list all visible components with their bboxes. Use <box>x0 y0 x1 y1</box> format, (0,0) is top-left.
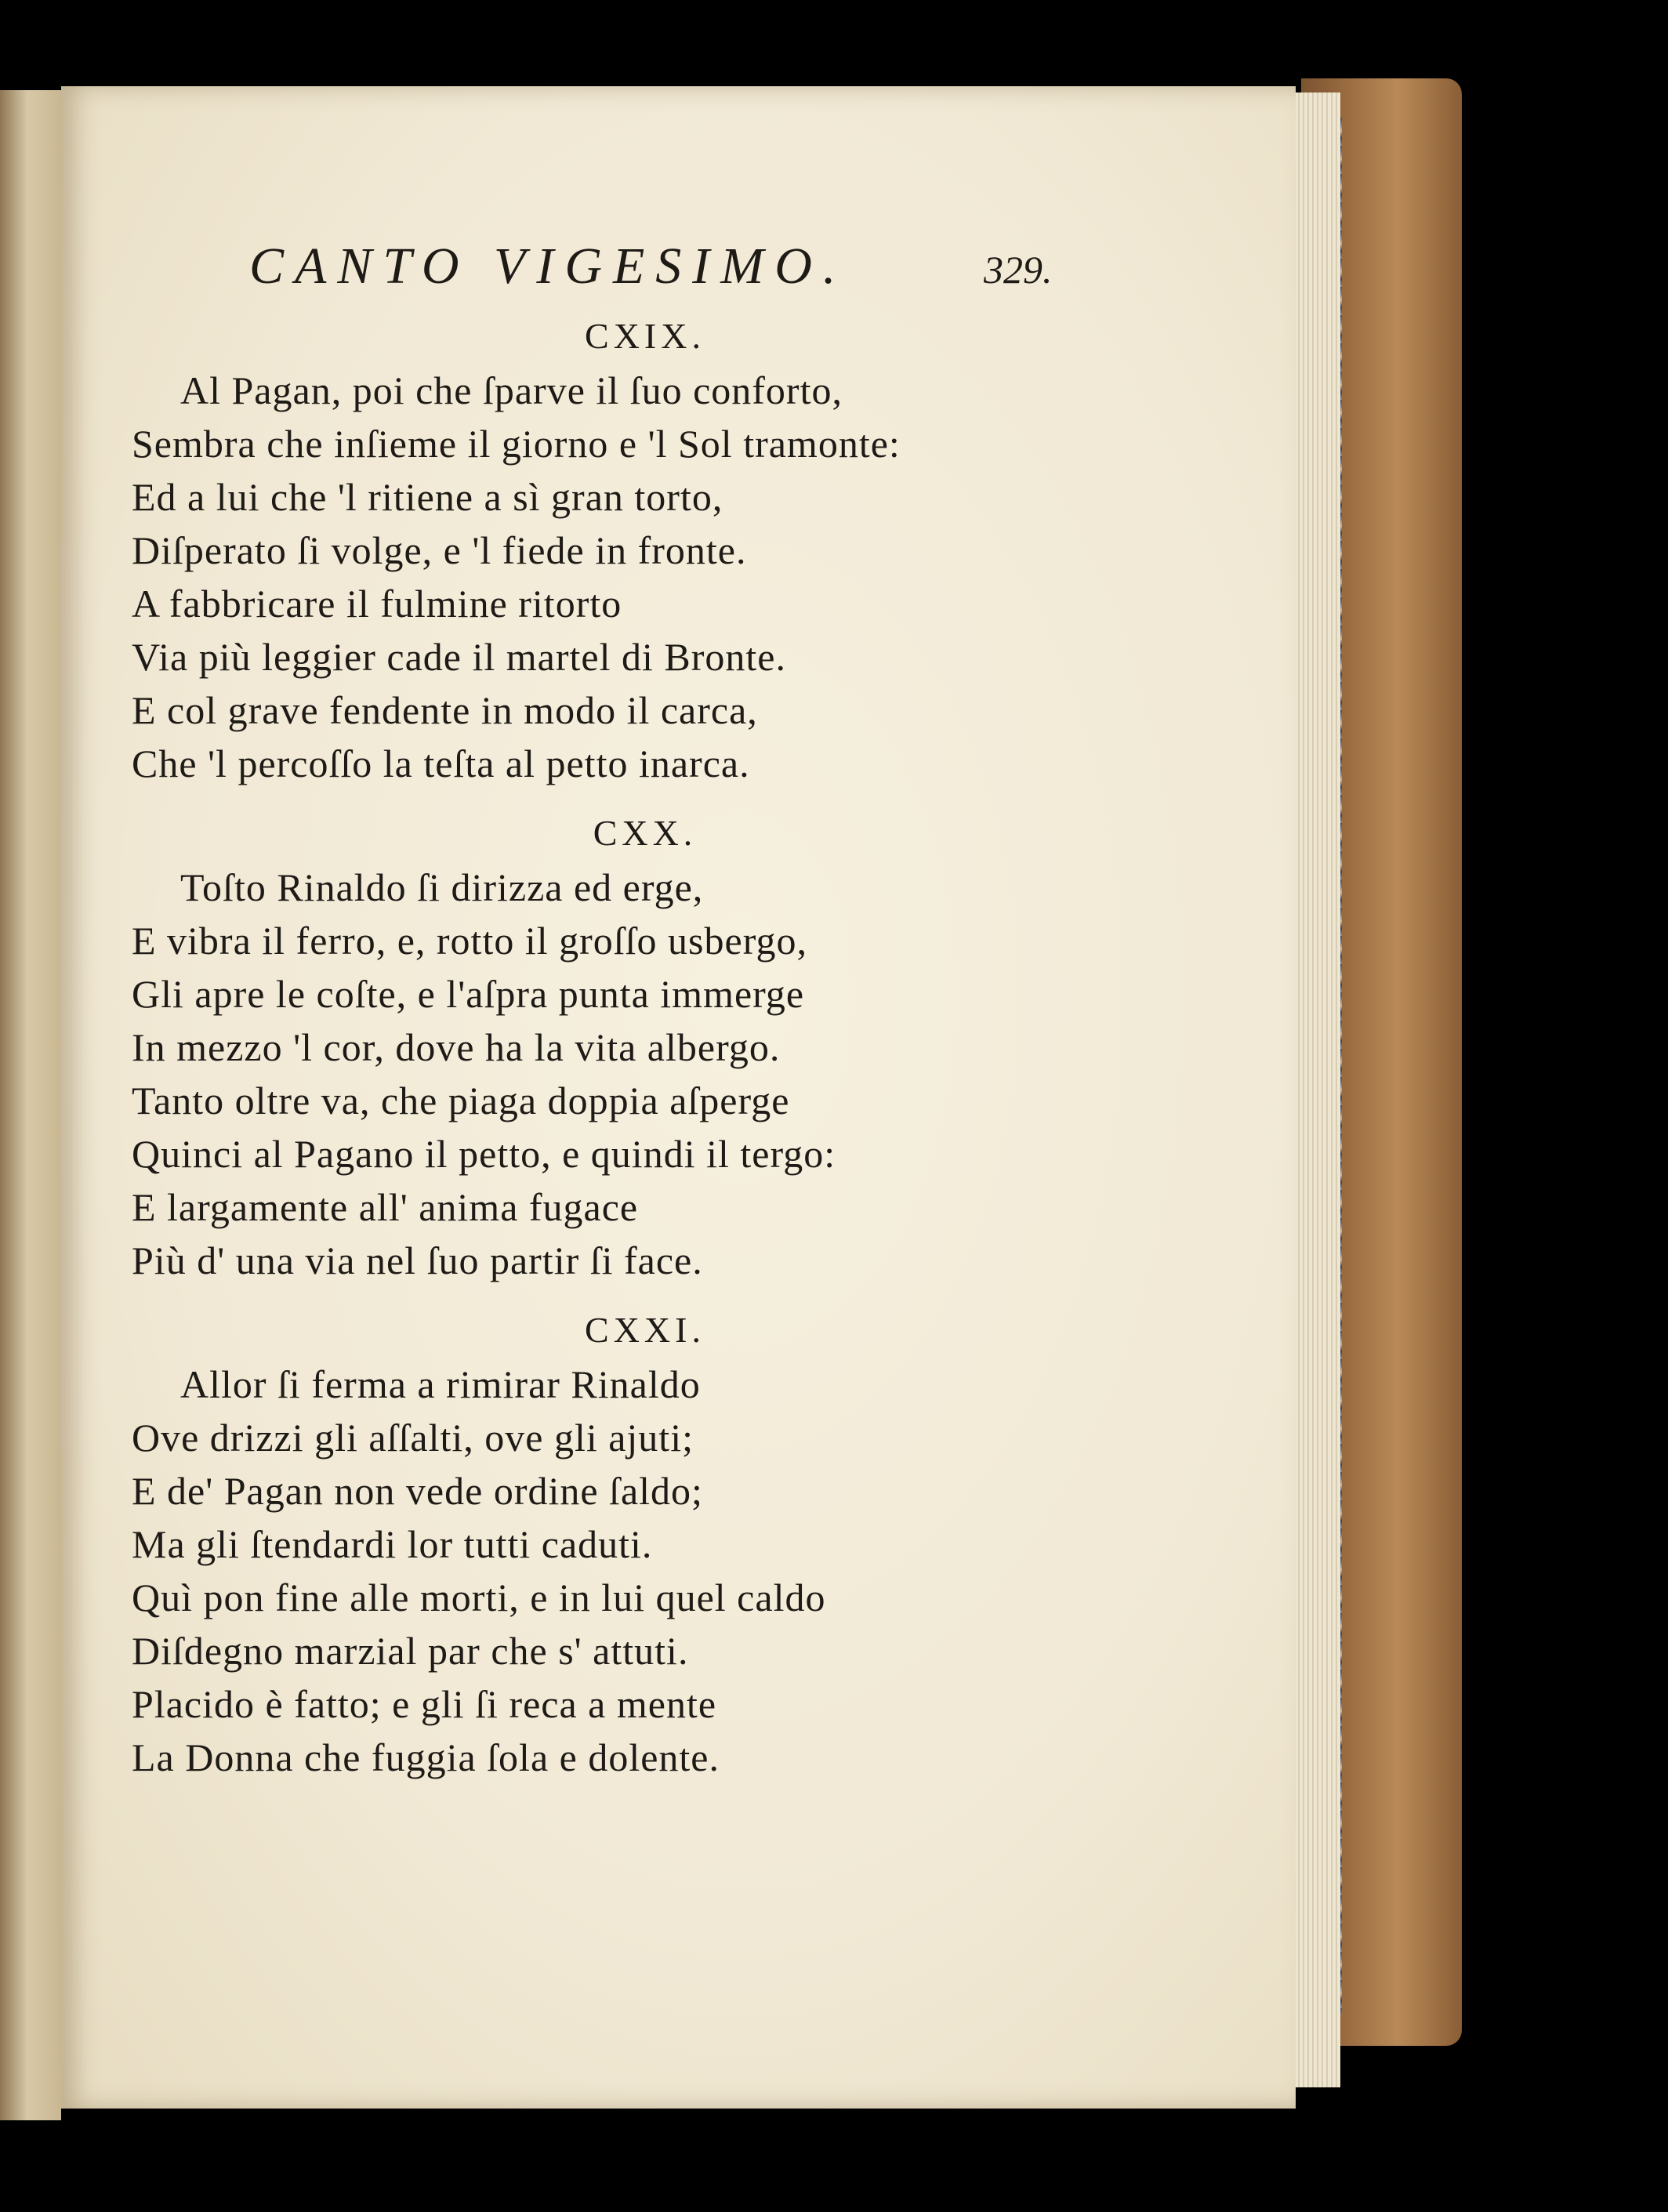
verse-line: Ove drizzi gli aſſalti, ove gli ajuti; <box>132 1416 694 1460</box>
stanza-number: CXIX. <box>585 316 705 356</box>
page-number: 329. <box>984 248 1053 292</box>
verse-line: Ma gli ſtendardi lor tutti caduti. <box>132 1522 653 1566</box>
running-title: CANTO VIGESIMO. <box>249 238 847 295</box>
stanza-number: CXX. <box>593 813 698 853</box>
verse-line: Quì pon fine alle morti, e in lui quel caldo <box>132 1576 826 1619</box>
facing-page-edge <box>0 90 61 2120</box>
verse-line: A fabbricare il fulmine ritorto <box>132 582 622 626</box>
verse-line: Via più leggier cade il martel di Bronte. <box>132 635 786 679</box>
verse-line: E largamente all' anima fugace <box>132 1185 639 1229</box>
stanza <box>132 314 1111 790</box>
stanza <box>132 810 1111 1287</box>
verse-line: Sembra che inſieme il giorno e 'l Sol tramonte: <box>132 422 901 466</box>
stanza <box>132 1307 1111 1784</box>
stanza-number: CXXI. <box>585 1310 705 1350</box>
verse-line: Più d' una via nel ſuo partir ſi face. <box>132 1238 703 1282</box>
verse-line: Al Pagan, poi che ſparve il ſuo conforto, <box>180 368 843 412</box>
verse-line: E vibra il ferro, e, rotto il groſſo usbergo, <box>132 919 807 963</box>
verse-line: Quinci al Pagano il petto, e quindi il tergo: <box>132 1132 836 1176</box>
verse-line: E col grave fendente in modo il carca, <box>132 688 758 732</box>
verse-line: Toſto Rinaldo ſi dirizza ed erge, <box>180 865 704 909</box>
verse-line: Allor ſi ferma a rimirar Rinaldo <box>180 1362 701 1406</box>
page-header <box>132 227 1111 314</box>
verse-line: Che 'l percoſſo la teſta al petto inarca. <box>132 742 750 785</box>
verse-line: Tanto oltre va, che piaga doppia aſperge <box>132 1079 790 1122</box>
verse-line: La Donna che fuggia ſola e dolente. <box>132 1735 720 1779</box>
verse-line: Diſdegno marzial par che s' attuti. <box>132 1629 689 1673</box>
page-content <box>132 227 1111 1804</box>
verse-line: Ed a lui che 'l ritiene a sì gran torto, <box>132 475 723 519</box>
verse-line: In mezzo 'l cor, dove ha la vita albergo. <box>132 1025 781 1069</box>
verse-line: Gli apre le coſte, e l'aſpra punta immerge <box>132 972 805 1016</box>
verse-line: Diſperato ſi volge, e 'l fiede in fronte. <box>132 528 747 572</box>
verse-line: E de' Pagan non vede ordine ſaldo; <box>132 1469 703 1513</box>
verse-line: Placido è fatto; e gli ſi reca a mente <box>132 1682 717 1726</box>
